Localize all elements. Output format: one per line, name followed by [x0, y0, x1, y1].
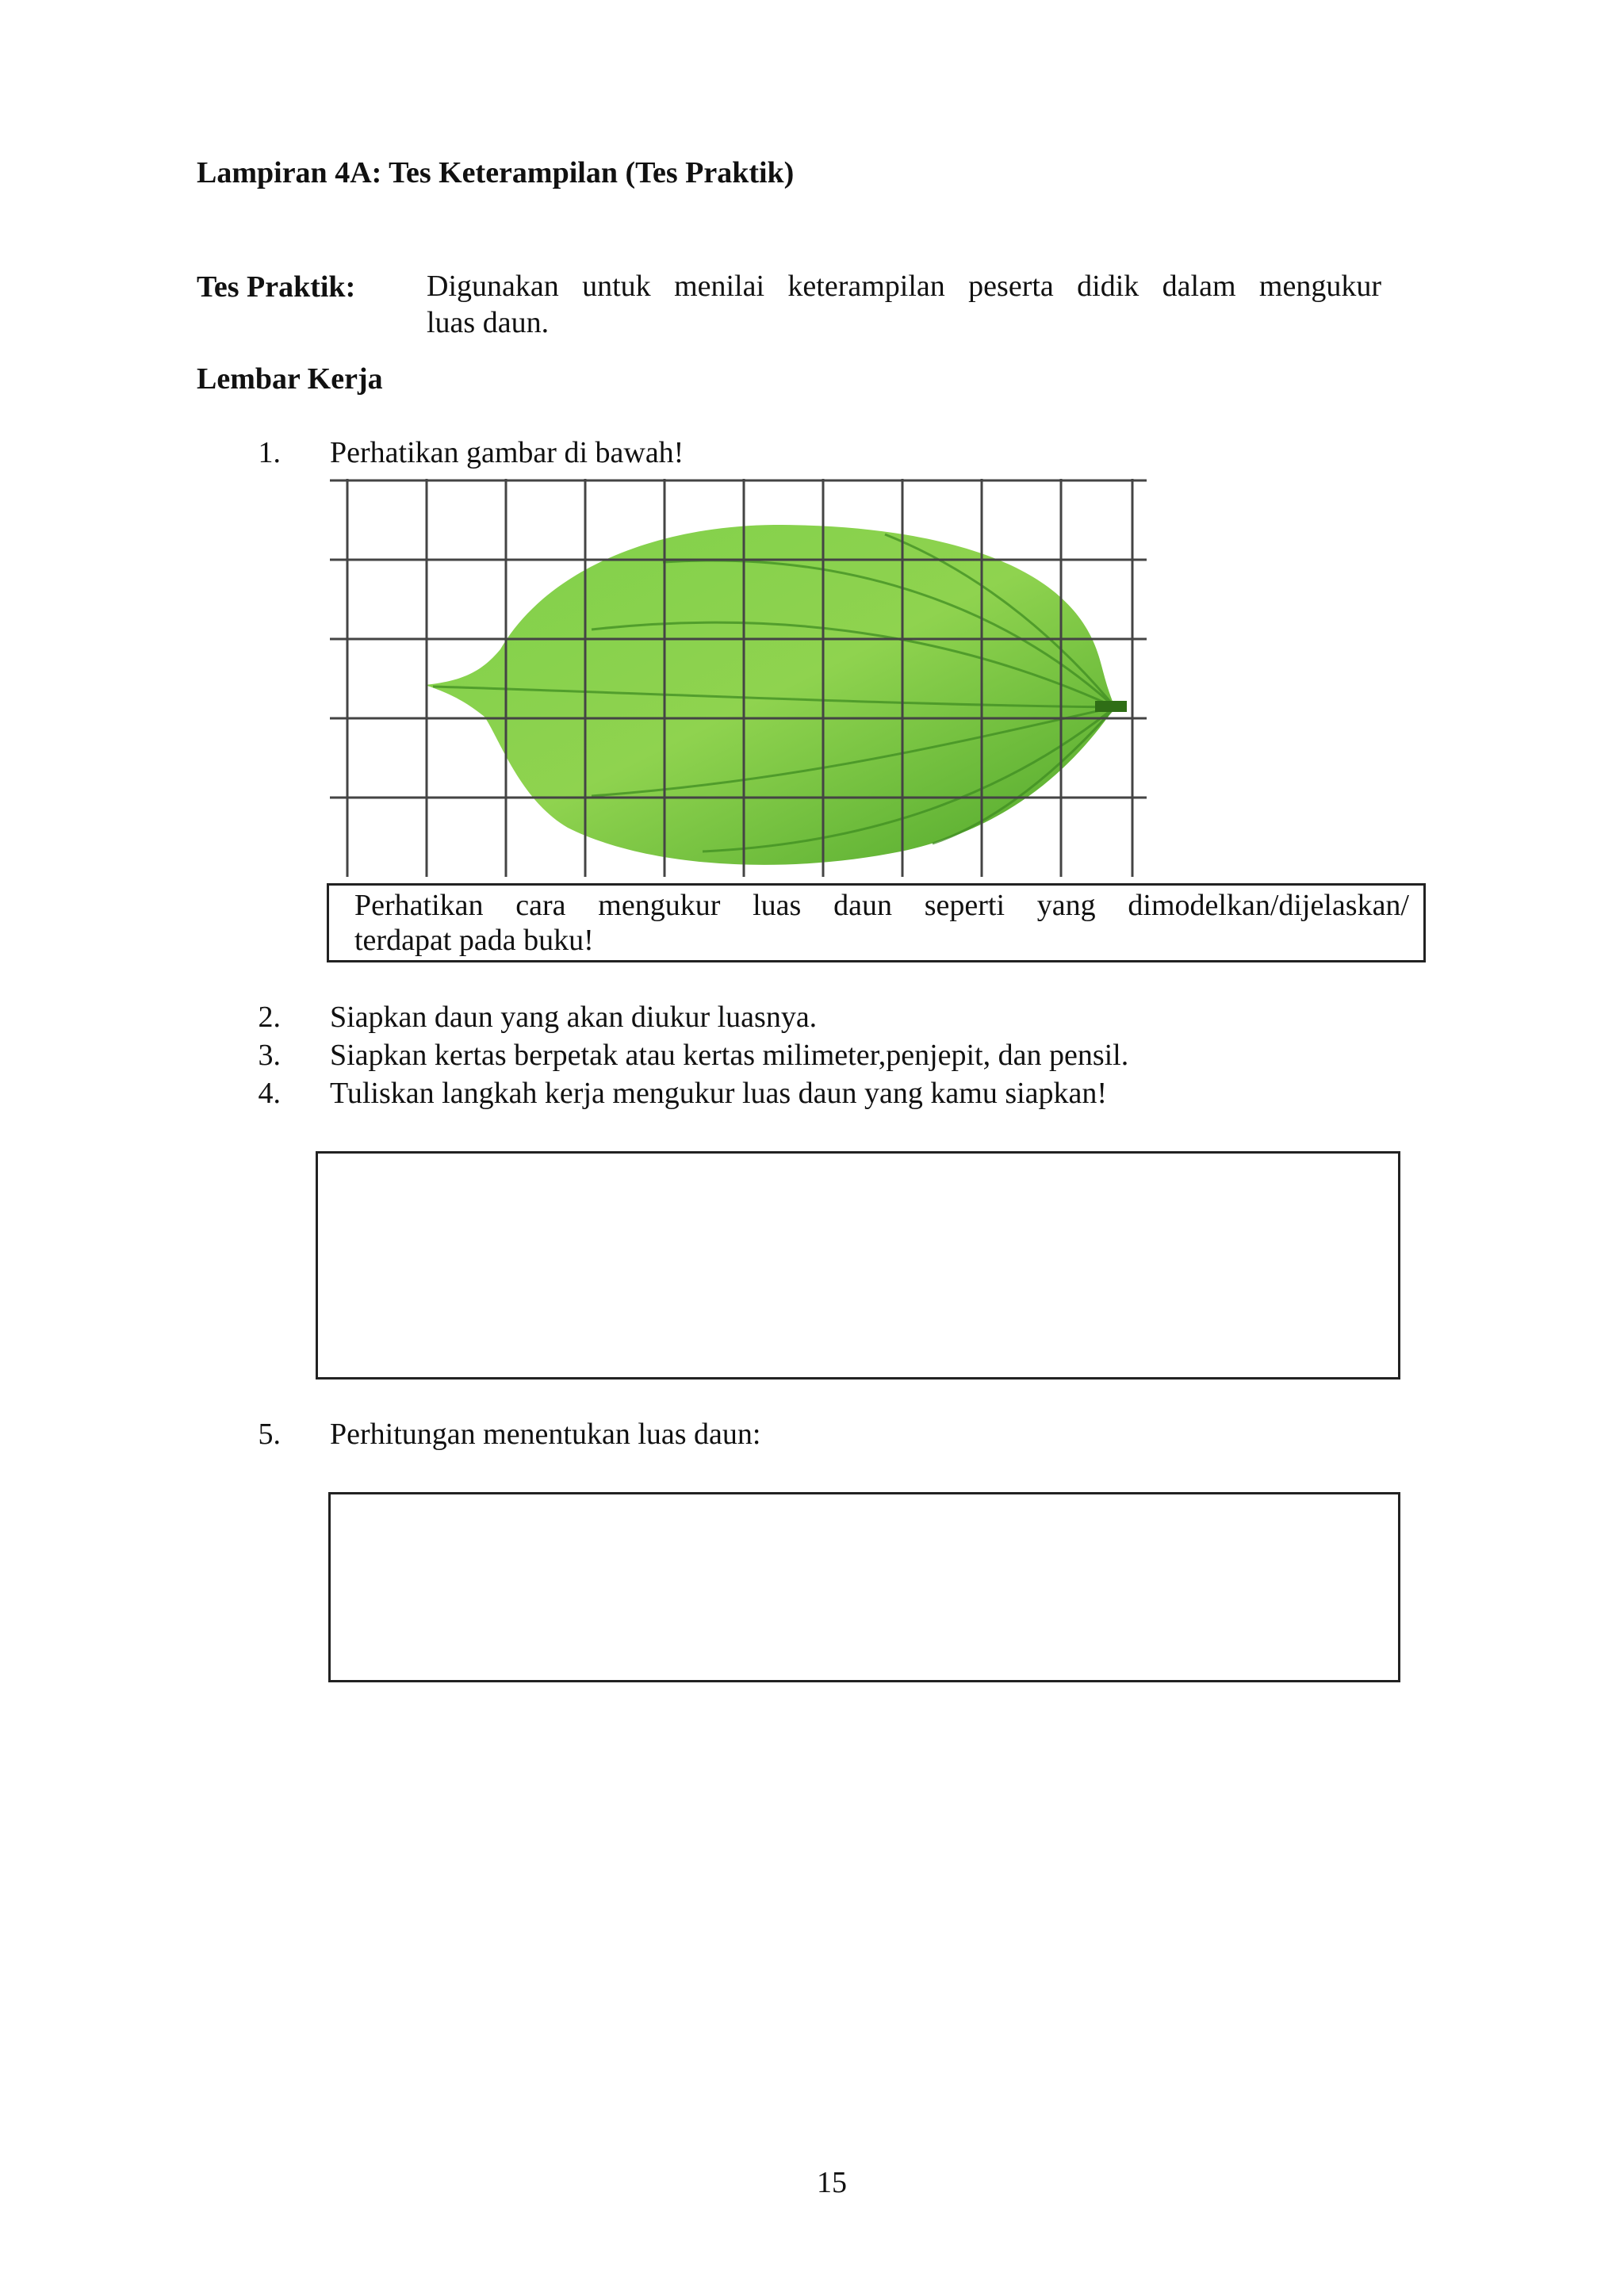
item-number-5: 5. [258, 1418, 281, 1451]
section-title: Lembar Kerja [197, 362, 383, 396]
note-box [327, 883, 1426, 962]
page-number: 15 [817, 2166, 847, 2199]
item-text-2: Siapkan daun yang akan diukur luasnya. [330, 1001, 818, 1034]
intro-label: Tes Praktik: [197, 270, 356, 304]
item-text-5: Perhitungan menentukan luas daun: [330, 1418, 761, 1451]
intro-text-line2: luas daun. [427, 306, 550, 339]
steps-answer-box[interactable] [316, 1151, 1400, 1380]
page-title: Lampiran 4A: Tes Keterampilan (Tes Praktik) [197, 156, 795, 189]
note-line2: terdapat pada buku! [354, 924, 594, 957]
intro-text-line1: Digunakan untuk menilai keterampilan peserta didik dalam mengukur [427, 270, 1381, 303]
leaf-shape [425, 525, 1115, 865]
note-line1: Perhatikan cara mengukur luas daun seperti yang dimodelkan/dijelaskan/ [354, 889, 1409, 922]
item-number-1: 1. [258, 436, 281, 469]
item-text-3: Siapkan kertas berpetak atau kertas milimeter,penjepit, dan pensil. [330, 1039, 1129, 1072]
item-number-3: 3. [258, 1039, 281, 1072]
item-text-1: Perhatikan gambar di bawah! [330, 436, 684, 469]
item-number-2: 2. [258, 1001, 281, 1034]
item-text-4: Tuliskan langkah kerja mengukur luas daun yang kamu siapkan! [330, 1077, 1108, 1110]
leaf-on-grid-image [330, 479, 1147, 877]
item-number-4: 4. [258, 1077, 281, 1110]
leaf-grid-figure [330, 479, 1147, 877]
calculation-answer-box[interactable] [328, 1492, 1400, 1682]
